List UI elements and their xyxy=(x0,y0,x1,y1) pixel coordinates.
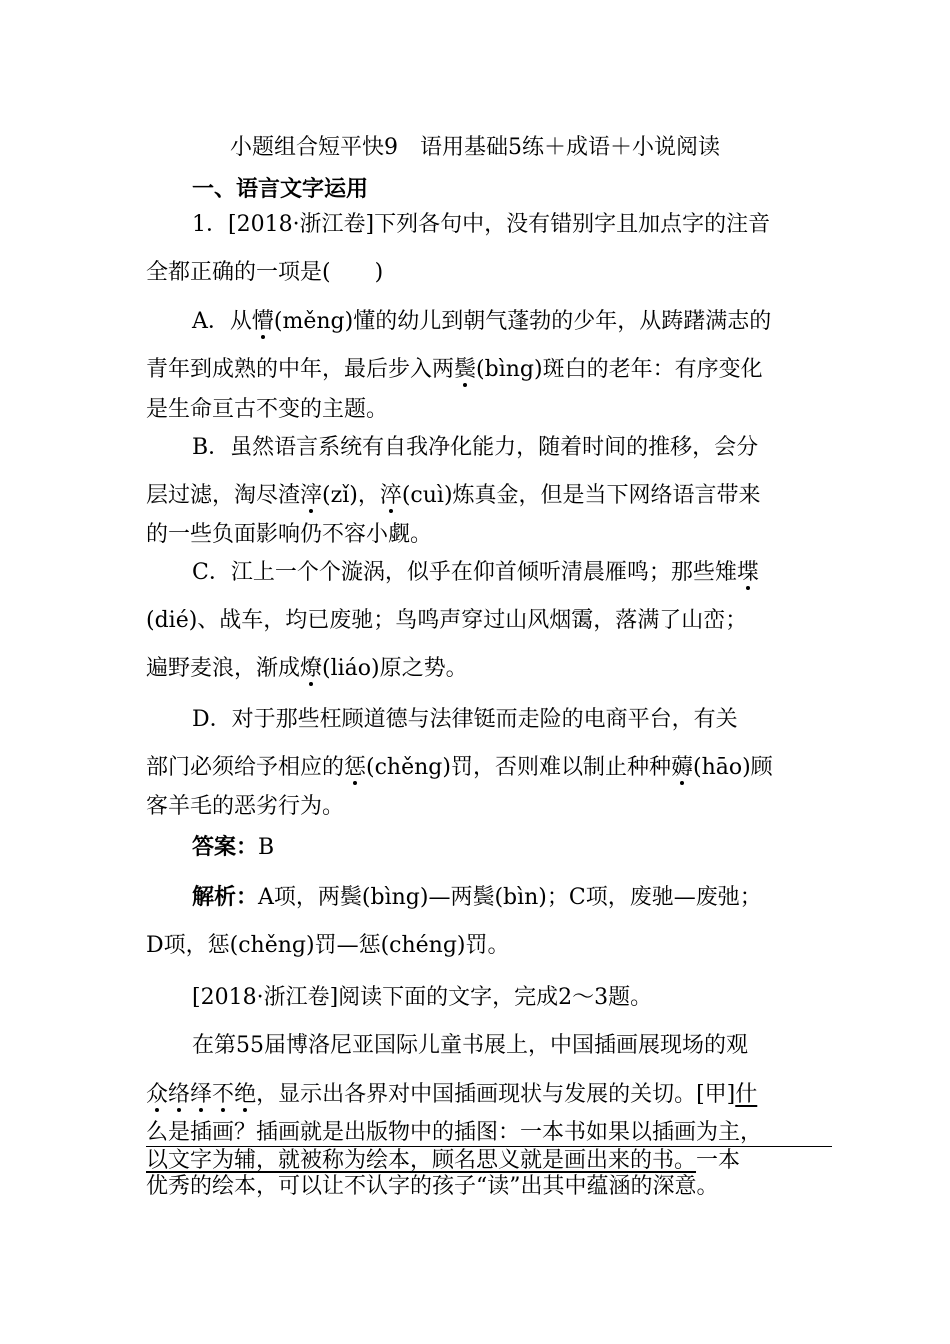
option-d-line2: 部门必须给予相应的惩(chěng)罚，否则难以制止种种薅(hāo)顾 xyxy=(146,755,773,780)
option-d-line1: D．对于那些枉顾道德与法律铤而走险的电商平台，有关 xyxy=(192,707,738,732)
option-c-line1: C．江上一个个漩涡，似乎在仰首倾听清晨雁鸣；那些雉堞 xyxy=(192,560,759,585)
dotted-char: 懵 xyxy=(251,309,274,334)
answer xyxy=(192,832,816,863)
passage-line4: 以文字为辅，就被称为绘本，顾名思义就是画出来的书。一本 xyxy=(146,1148,741,1173)
option-c-line3: 遍野麦浪，渐成燎(liáo)原之势。 xyxy=(146,656,468,681)
page-title: 小题组合短平快9 语用基础5练＋成语＋小说阅读 xyxy=(230,135,720,160)
analysis-label: 解析： xyxy=(192,884,259,910)
dotted-idiom xyxy=(146,1082,256,1107)
dotted-char: 惩 xyxy=(344,755,367,780)
dotted-char: 堞 xyxy=(736,560,759,585)
option-b-line2: 层过滤，淘尽渣滓(zǐ)，淬(cuì)炼真金，但是当下网络语言带来 xyxy=(146,483,761,508)
dotted-char: 不 xyxy=(212,1082,235,1107)
option-a-line3: 是生命亘古不变的主题。 xyxy=(146,397,389,422)
analysis-line1: 解析：A项，两鬓(bìng)—两鬓(bìn)；C项，废驰—废弛； xyxy=(192,884,762,910)
question-stem-cont: 全都正确的一项是( ) xyxy=(146,260,384,285)
option-a-line1: A．从懵(měng)懂的幼儿到朝气蓬勃的少年，从踌躇满志的 xyxy=(192,309,772,334)
passage-line5: 优秀的绘本，可以让不认字的孩子“读”出其中蕴涵的深意。 xyxy=(146,1174,719,1199)
option-c-line2: (dié)、战车，均已废驰；鸟鸣声穿过山风烟霭，落满了山峦； xyxy=(146,608,748,633)
option-b-line3: 的一些负面影响仍不容小觑。 xyxy=(146,522,433,547)
option-d-line3: 客羊毛的恶劣行为。 xyxy=(146,794,345,819)
passage-line2: 众络绎不绝，显示出各界对中国插画现状与发展的关切。[甲]什 xyxy=(146,1082,758,1107)
option-a-line2: 青年到成熟的中年，最后步入两鬓(bìng)斑白的老年：有序变化 xyxy=(146,357,763,382)
answer-label: 答案： xyxy=(192,834,259,860)
underlined-sentence: 以文字为辅，就被称为绘本，顾名思义就是画出来的书。 xyxy=(146,1148,697,1173)
option-b-line1: B．虽然语言系统有自我净化能力，随着时间的推移，会分 xyxy=(192,435,759,460)
dotted-char: 淬 xyxy=(379,483,402,508)
dotted-char: 薅 xyxy=(670,755,693,780)
passage-line1: 在第55届博洛尼亚国际儿童书展上，中国插画展现场的观 xyxy=(192,1033,748,1058)
dotted-char: 燎 xyxy=(300,656,323,681)
dotted-char: 众 xyxy=(146,1082,169,1107)
dotted-char: 绝 xyxy=(234,1082,257,1107)
underlined-sentence: 什 xyxy=(735,1082,758,1107)
dotted-char: 络 xyxy=(168,1082,191,1107)
question-stem: 1．[2018·浙江卷]下列各句中，没有错别字且加点字的注音 xyxy=(192,212,771,237)
analysis-line2: D项，惩(chěnɡ)罚—惩(chénɡ)罚。 xyxy=(146,933,510,958)
answer-value: B xyxy=(258,835,275,860)
passage-line3: 么是插画？插画就是出版物中的插图：一本书如果以插画为主， xyxy=(146,1120,763,1145)
section-heading: 一、语言文字运用 xyxy=(192,176,369,202)
dotted-char: 鬓 xyxy=(454,357,477,382)
dotted-char: 滓 xyxy=(300,483,323,508)
passage-intro: [2018·浙江卷]阅读下面的文字，完成2～3题。 xyxy=(192,985,653,1010)
dotted-char: 绎 xyxy=(190,1082,213,1107)
